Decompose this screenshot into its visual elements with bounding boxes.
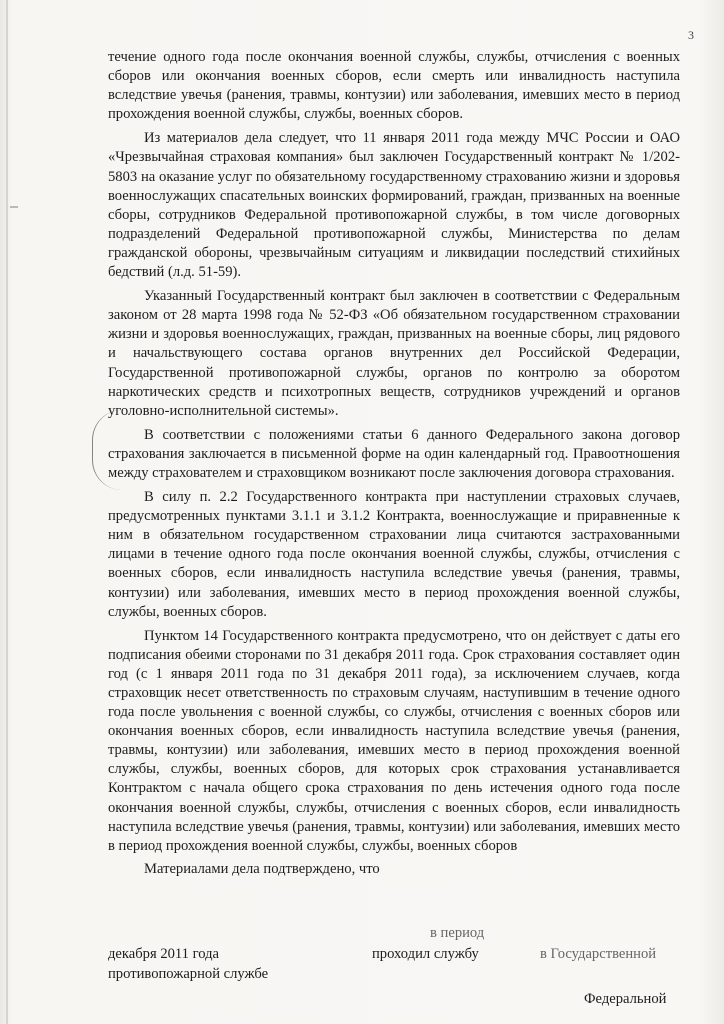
scan-mark	[10, 206, 18, 208]
partial-line-1-end: в период	[430, 925, 485, 941]
handwritten-bracket-mark	[92, 410, 123, 490]
paragraph-1: течение одного года после окончания военной службы, службы, отчисления с военных сборов или окончания военных сборов, если смерть или инвалидность наступила вследствие увечья (ранения, травмы, контузии) или заболевания, имевших место в период прохождения военной службы, службы, военных сборов.	[108, 49, 680, 123]
document-body	[108, 48, 680, 884]
partial-line-3: противопожарной службе	[108, 966, 269, 982]
paragraph-2: Из материалов дела следует, что 11 января 2011 года между МЧС России и ОАО «Чрезвычайная страховая компания» был заключен Государственный контракт № 1/202-5803 на оказание услуг по обязательному государственному страхованию жизни и здоровья военнослужащих спасательных воинских формирований, граждан, призванных на военные сборы, сотрудников Федеральной противопожарной службы, в том числе договорных подразделений Федеральной противопожарной службы, Министерства по делам гражданской обороны, чрезвычайным ситуациям и ликвидации последствий стихийных бедствий (л.д. 51-59).	[108, 130, 680, 281]
paragraph-6: Пунктом 14 Государственного контракта предусмотрено, что он действует с даты его подписания обеими сторонами по 31 декабря 2011 года. Срок страхования составляет один год (с 1 января 2011 года по 31 декабря 2011 года), за исключением случаев, когда страховщик несет ответственность по страховым случаям, наступившим в течение одного года после увольнения с военной службы, со службы, отчисления с военных сборов или окончания военных сборов, если инвалидность наступила вследствие увечья (ранения, травмы, контузии) или заболевания, имевших место в период прохождения военной службы, службы, военных сборов, для которых срок страхования устанавливается Контрактом с начала общего срока страхования по день истечения одного года после окончания военной службы, службы, отчисления с военных сборов, если инвалидность наступила вследствие увечья (ранения, травмы, контузии) или заболевания, имевших место в период прохождения военной службы, службы, военных сборов	[108, 627, 680, 854]
partial-line-2-mid: проходил службу	[372, 946, 479, 962]
paragraph-5: В силу п. 2.2 Государственного контракта при наступлении страховых случаев, предусмотренных пунктами 3.1.1 и 3.1.2 Контракта, военнослужащие и приравненные к ним в обязательном государственном страховании лица считаются застрахованными лицами в течение одного года после окончания военной службы, службы, отчисления с военных сборов, если инвалидность наступила вследствие увечья (ранения, травмы, контузии) или заболевания, имевших место в период прохождения военной службы, службы, военных сборов.	[108, 489, 680, 620]
page-number: 3	[688, 28, 694, 42]
paragraph-4: В соответствии с положениями статьи 6 данного Федерального закона договор страхования заключается в письменной форме на один календарный год. Правоотношения между страхователем и страховщиком возникают после заключения договора страхования.	[108, 426, 680, 481]
partial-line-2-start: декабря 2011 года	[108, 946, 220, 962]
paragraph-3: Указанный Государственный контракт был заключен в соответствии с Федеральным законом от 28 марта 1998 года № 52-ФЗ «Об обязательном государственном страховании жизни и здоровья военнослужащих, граждан, призванных на военные сборы, лиц рядового и начальствующего состава органов внутренних дел Российской Федерации, Государственной противопожарной службы, органов по контролю за оборотом наркотических средств и психотропных веществ, сотрудников учреждений и органов уголовно-исполнительной системы».	[108, 288, 680, 419]
scan-edge-shadow	[6, 0, 8, 1024]
partial-line-4: Федеральной	[584, 991, 667, 1007]
partial-line-2-end: в Государственной	[540, 946, 657, 962]
paragraph-7: Материалами дела подтверждено, что	[144, 860, 380, 877]
